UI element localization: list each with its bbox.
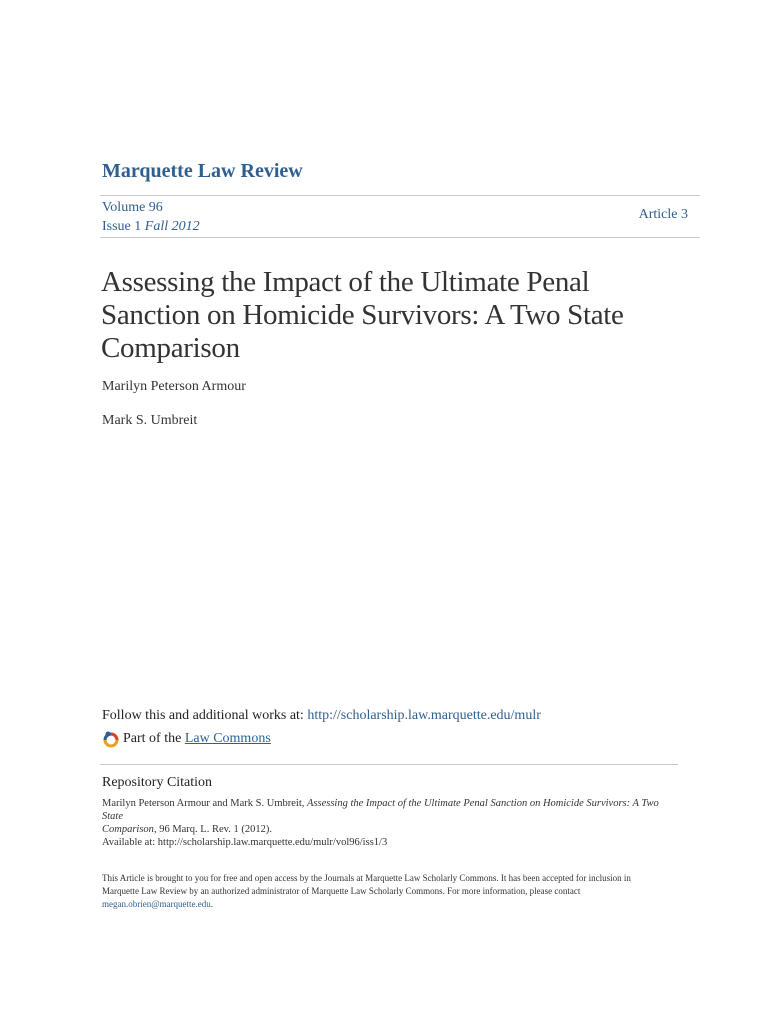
header-rule-bottom [100, 237, 700, 238]
part-of-line [102, 730, 271, 748]
citation-available: Available at: http://scholarship.law.marquette.edu/mulr/vol96/iss1/3 [102, 837, 388, 848]
journal-title[interactable]: Marquette Law Review [102, 160, 303, 182]
author-name: Marilyn Peterson Armour [102, 379, 246, 394]
author-name: Mark S. Umbreit [102, 413, 198, 428]
title-line: Assessing the Impact of the Ultimate Penal [101, 266, 590, 298]
header-rule-top [100, 195, 700, 196]
issue-season: Fall 2012 [144, 219, 200, 234]
issue-link[interactable] [102, 217, 200, 236]
footnote-period: . [210, 899, 213, 909]
access-footnote [102, 872, 662, 911]
article-number[interactable]: Article 3 [638, 207, 688, 222]
bepress-network-icon [102, 730, 120, 748]
footnote-line: Marquette Law Review by an authorized administrator of Marquette Law Scholarly Commons. For more information, please contact [102, 886, 581, 896]
law-commons-link[interactable]: Law Commons [184, 731, 271, 746]
repository-citation [102, 797, 682, 849]
footnote-line [102, 898, 662, 911]
citation-title-end: Comparison [102, 824, 154, 835]
title-line: Comparison [101, 332, 240, 364]
collection-url-link[interactable]: http://scholarship.law.marquette.edu/mulr [307, 708, 541, 723]
repository-rule [100, 764, 678, 765]
citation-authors: Marilyn Peterson Armour and Mark S. Umbreit, [102, 798, 308, 809]
volume-issue-block [102, 198, 200, 236]
citation-source: , 96 Marq. L. Rev. 1 (2012). [153, 824, 272, 835]
citation-line [102, 797, 682, 823]
contact-email-link[interactable]: megan.obrien@marquette.edu [102, 899, 211, 909]
citation-line [102, 823, 682, 836]
repository-citation-heading: Repository Citation [102, 775, 213, 790]
article-title [101, 266, 661, 365]
issue-number: Issue 1 [102, 219, 142, 234]
follow-text: Follow this and additional works at: [102, 708, 308, 723]
citation-title: Assessing the Impact of the Ultimate Penal Sanction on Homicide Survivors: A Two State [102, 798, 659, 822]
footnote-line: This Article is brought to you for free and open access by the Journals at Marquette Law Scholarly Commons. It has been accepted for inclusion in [102, 873, 631, 883]
part-of-text: Part of the [123, 731, 182, 746]
volume-link[interactable]: Volume 96 [102, 200, 163, 215]
follow-line [102, 708, 541, 724]
title-line: Sanction on Homicide Survivors: A Two State [101, 299, 624, 331]
